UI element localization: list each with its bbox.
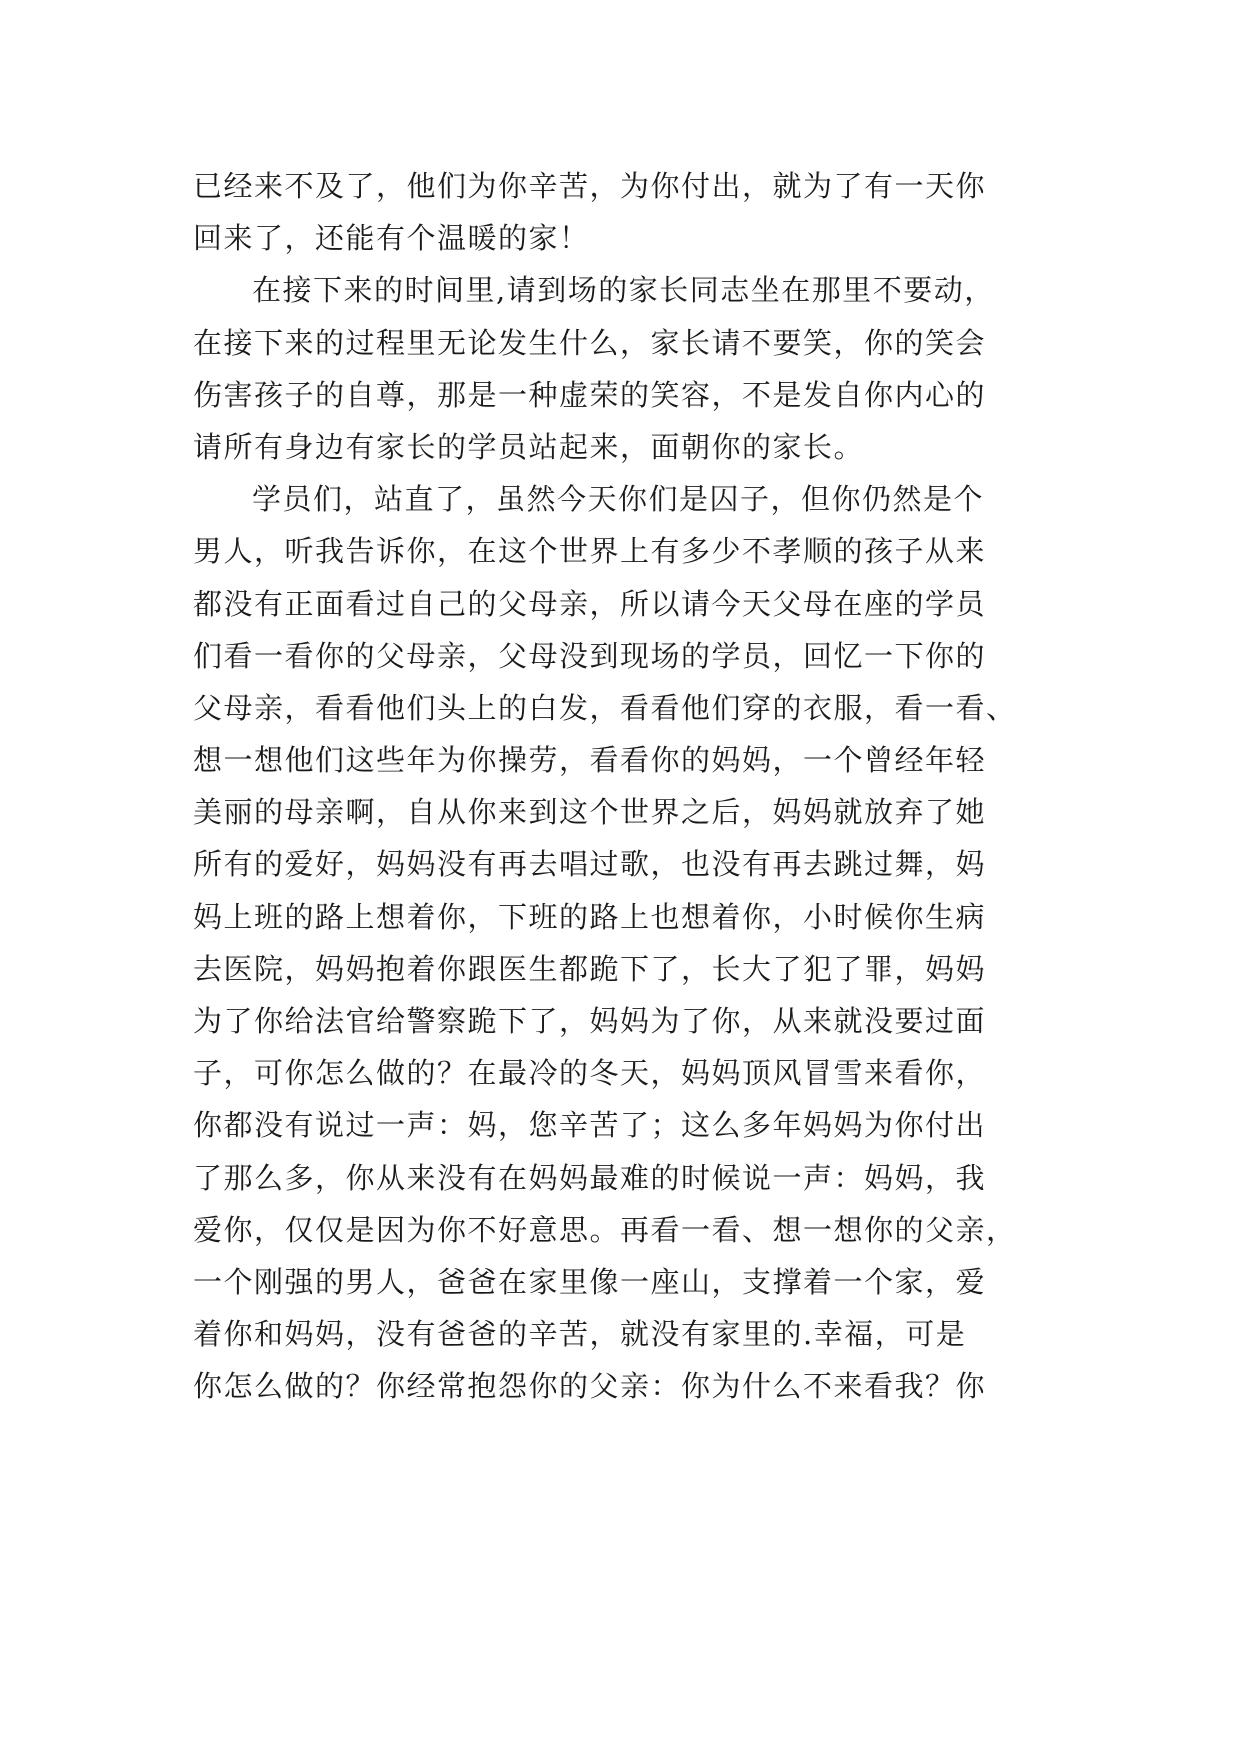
text-line: 请所有身边有家长的学员站起来，面朝你的家长。	[193, 429, 865, 464]
text-line: 一个刚强的男人，爸爸在家里像一座山，支撑着一个家，爱	[193, 1264, 987, 1299]
text-line: 你都没有说过一声：妈，您辛苦了；这么多年妈妈为你付出	[193, 1108, 987, 1143]
text-line: 伤害孩子的自尊，那是一种虚荣的笑容，不是发自你内心的	[193, 377, 987, 412]
text-line: 们看一看你的父母亲，父母没到现场的学员，回忆一下你的	[193, 638, 987, 673]
document-body	[193, 160, 1073, 1413]
text-line: 父母亲，看看他们头上的白发，看看他们穿的衣服，看一看、	[193, 690, 1017, 725]
text-line: 想一想他们这些年为你操劳，看看你的妈妈，一个曾经年轻	[193, 743, 987, 778]
text-line: 妈上班的路上想着你，下班的路上也想着你，小时候你生病	[193, 899, 987, 934]
text-line: 去医院，妈妈抱着你跟医生都跪下了，长大了犯了罪，妈妈	[193, 951, 987, 986]
text-line: 回来了，还能有个温暖的家！	[193, 221, 590, 256]
paragraph-first-line: 学员们，站直了，虽然今天你们是囚子，但你仍然是个	[252, 482, 985, 517]
text-line: 为了你给法官给警察跪下了，妈妈为了你，从来就没要过面	[193, 1004, 987, 1038]
text-line: 爱你，仅仅是因为你不好意思。再看一看、想一想你的父亲，	[193, 1212, 1017, 1247]
text-line: 已经来不及了，他们为你辛苦，为你付出，就为了有一天你	[193, 169, 987, 203]
text-line: 在接下来的过程里无论发生什么，家长请不要笑，你的笑会	[193, 325, 987, 360]
text-line: 美丽的母亲啊，自从你来到这个世界之后，妈妈就放弃了她	[193, 795, 987, 830]
text-line: 子，可你怎么做的？在最冷的冬天，妈妈顶风冒雪来看你，	[193, 1056, 987, 1091]
text-line: 着你和妈妈，没有爸爸的辛苦，就没有家里的.幸福，可是	[193, 1317, 967, 1352]
text-line: 所有的爱好，妈妈没有再去唱过歌，也没有再去跳过舞，妈	[193, 847, 987, 882]
text-line: 都没有正面看过自己的父母亲，所以请今天父母在座的学员	[193, 586, 987, 621]
text-line: 男人，听我告诉你，在这个世界上有多少不孝顺的孩子从来	[193, 534, 987, 569]
paragraph-first-line: 在接下来的时间里,请到场的家长同志坐在那里不要动，	[252, 273, 995, 308]
text-line: 了那么多，你从来没有在妈妈最难的时候说一声：妈妈，我	[193, 1160, 987, 1195]
text-line: 你怎么做的？你经常抱怨你的父亲：你为什么不来看我？你	[193, 1369, 987, 1404]
